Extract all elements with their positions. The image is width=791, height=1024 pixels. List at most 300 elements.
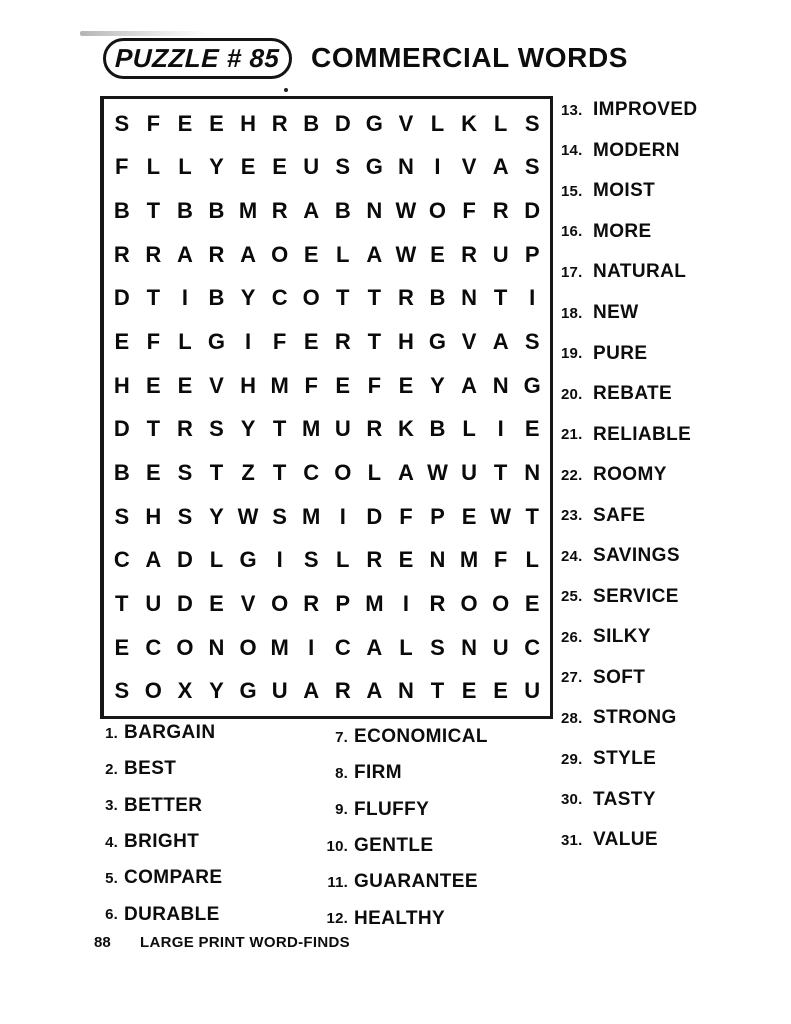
grid-letter-cell: G	[207, 329, 226, 355]
grid-letter-cell: Y	[240, 416, 256, 442]
grid-letter-cell: E	[524, 416, 540, 442]
grid-letter-cell: F	[272, 329, 287, 355]
word-list-item	[561, 212, 789, 253]
grid-letter-cell: V	[461, 329, 477, 355]
grid-letter-cell: F	[367, 372, 382, 398]
grid-letter-cell: V	[398, 110, 414, 136]
grid-letter-cell: A	[492, 329, 509, 355]
grid-letter-cell: S	[272, 503, 287, 529]
word-list-item-number: 4.	[105, 833, 118, 851]
grid-letter-cell: P	[524, 241, 540, 267]
word-list-item-number: 26.	[561, 628, 583, 646]
grid-letter-cell: M	[365, 590, 384, 616]
grid-letter-cell: S	[303, 547, 319, 573]
word-list-item	[561, 252, 789, 293]
word-list-item-word: TASTY	[593, 788, 656, 810]
grid-letter-cell: D	[113, 285, 130, 311]
grid-letter-cell: A	[397, 459, 414, 485]
grid-letter-cell: R	[334, 329, 351, 355]
grid-letter-cell: O	[460, 590, 478, 616]
grid-letter-cell: Y	[209, 503, 224, 529]
grid-letter-cell: T	[430, 678, 445, 704]
word-list-item	[561, 820, 789, 861]
word-list-item	[561, 131, 789, 172]
word-list-item-number: 28.	[561, 709, 583, 727]
grid-letter-cell: B	[429, 285, 446, 311]
word-list-item-word: NEW	[593, 302, 639, 323]
grid-letter-cell: U	[334, 416, 351, 442]
word-list-item-word: STYLE	[593, 748, 657, 770]
grid-letter-cell: O	[176, 634, 194, 660]
grid-letter-cell: E	[177, 372, 193, 398]
page-footer	[0, 934, 791, 956]
word-list-bottom-left	[101, 715, 331, 933]
word-list-item	[101, 896, 331, 932]
grid-letter-cell: M	[459, 547, 479, 573]
word-search-grid	[100, 96, 553, 719]
grid-letter-cell: N	[366, 198, 383, 224]
grid-letter-cell: F	[493, 547, 508, 573]
word-list-item	[322, 755, 552, 791]
word-list-item-word: GUARANTEE	[354, 871, 478, 893]
grid-letter-cell: I	[245, 329, 252, 355]
word-list-item	[322, 719, 552, 755]
grid-letter-cell: A	[366, 678, 383, 704]
grid-letter-cell: R	[145, 241, 162, 267]
grid-letter-cell: X	[177, 678, 193, 704]
grid-letter-cell: R	[366, 547, 383, 573]
grid-letter-cell: R	[461, 241, 477, 267]
grid-letter-cell: Y	[430, 372, 445, 398]
word-list-item-word: STRONG	[593, 707, 677, 729]
grid-letter-cell: L	[336, 241, 350, 267]
grid-letter-cell: L	[178, 329, 192, 355]
grid-letter-cell: R	[397, 285, 414, 311]
word-list-item	[561, 658, 789, 699]
grid-letter-cell: W	[427, 459, 448, 485]
word-list-item-number: 12.	[326, 910, 348, 928]
word-list-item	[561, 333, 789, 374]
word-list-item-word: RELIABLE	[593, 423, 692, 445]
grid-letter-cell: Y	[240, 285, 256, 311]
word-list-item-number: 11.	[327, 873, 348, 891]
grid-letter-cell: S	[177, 503, 193, 529]
grid-letter-cell: R	[492, 198, 509, 224]
puzzle-number-badge	[103, 38, 292, 79]
grid-letter-cell: E	[177, 110, 193, 136]
grid-letter-cell: S	[524, 329, 540, 355]
grid-letter-cell: B	[303, 110, 320, 136]
word-list-item-word: FLUFFY	[354, 798, 430, 820]
grid-letter-cell: V	[461, 154, 477, 180]
grid-letter-cell: G	[365, 110, 383, 136]
word-list-right	[561, 90, 789, 860]
grid-letter-cell: D	[524, 198, 541, 224]
grid-letter-cell: G	[239, 678, 257, 704]
word-list-item-number: 10.	[326, 837, 348, 855]
grid-letter-cell: F	[304, 372, 318, 398]
grid-letter-cell: O	[334, 459, 352, 485]
grid-letter-cell: N	[397, 154, 414, 180]
grid-letter-cell: N	[461, 285, 477, 311]
page-number: 88	[94, 934, 111, 951]
grid-letter-cell: B	[113, 198, 130, 224]
word-list-item-number: 25.	[561, 588, 583, 606]
grid-letter-cell: P	[430, 503, 445, 529]
grid-letter-cell: T	[493, 285, 508, 311]
word-list-item-number: 8.	[335, 764, 348, 782]
grid-letter-cell: N	[208, 634, 225, 660]
grid-letter-cell: I	[181, 285, 188, 311]
word-list-item-word: SAFE	[593, 504, 646, 526]
word-list-item-word: MORE	[593, 220, 652, 242]
grid-letter-cell: L	[525, 547, 539, 573]
grid-letter-cell: U	[271, 678, 288, 704]
word-list-item-word: SAVINGS	[593, 545, 680, 567]
grid-letter-cell: F	[399, 503, 413, 529]
grid-letter-cell: G	[365, 154, 383, 180]
grid-letter-cell: H	[397, 329, 414, 355]
grid-letter-cell: C	[303, 459, 320, 485]
grid-letter-cell: U	[145, 590, 162, 616]
grid-letter-cell: W	[237, 503, 259, 529]
word-list-item-number: 22.	[561, 466, 583, 484]
word-list-item	[561, 698, 789, 739]
word-list-item	[101, 824, 331, 860]
grid-letter-cell: H	[145, 503, 162, 529]
grid-letter-cell: R	[271, 198, 288, 224]
grid-letter-cell: G	[239, 547, 257, 573]
grid-letter-cell: O	[428, 198, 447, 224]
grid-letter-cell: E	[461, 503, 477, 529]
grid-letter-cell: E	[430, 241, 445, 267]
grid-letter-cell: A	[366, 241, 383, 267]
grid-letter-cell: T	[146, 198, 161, 224]
word-list-item	[561, 374, 789, 415]
word-list-item-word: GENTLE	[354, 835, 434, 857]
grid-letter-cell: B	[334, 198, 351, 224]
word-list-item-number: 24.	[561, 547, 583, 565]
ink-dot-artifact	[284, 88, 288, 92]
grid-letter-cell: A	[492, 154, 509, 180]
word-list-item	[322, 900, 552, 936]
grid-letter-cell: C	[524, 634, 541, 660]
grid-letter-cell: L	[399, 634, 413, 660]
grid-letter-cell: F	[146, 110, 161, 136]
scan-smudge-artifact	[80, 31, 208, 36]
grid-letter-cell: T	[336, 285, 350, 311]
grid-letter-cell: O	[239, 634, 257, 660]
grid-letter-cell: N	[492, 372, 509, 398]
grid-letter-cell: T	[146, 285, 161, 311]
grid-letter-cell: M	[302, 503, 321, 529]
grid-letter-cell: A	[461, 372, 477, 398]
grid-letter-cell: E	[303, 329, 319, 355]
word-list-item	[101, 860, 331, 896]
grid-letter-cell: I	[434, 154, 441, 180]
grid-letter-cell: T	[367, 329, 382, 355]
grid-letter-cell: W	[395, 241, 417, 267]
word-list-item-word: MOIST	[593, 180, 656, 202]
grid-letter-cell: S	[524, 154, 540, 180]
grid-letter-cell: C	[271, 285, 288, 311]
word-list-item	[322, 828, 552, 864]
grid-letter-cell: T	[115, 590, 129, 616]
grid-letter-cell: S	[114, 110, 130, 136]
grid-letter-cell: B	[176, 198, 193, 224]
grid-letter-cell: L	[336, 547, 350, 573]
grid-letter-cell: R	[208, 241, 225, 267]
grid-letter-cell: E	[524, 590, 540, 616]
grid-letter-cell: V	[240, 590, 256, 616]
grid-letter-cell: L	[209, 547, 224, 573]
word-list-item-word: FIRM	[354, 762, 403, 784]
word-list-item	[561, 779, 789, 820]
grid-letter-cell: A	[303, 198, 320, 224]
word-list-item-number: 3.	[105, 797, 118, 815]
word-list-item	[101, 751, 331, 787]
word-list-item-number: 14.	[561, 142, 583, 160]
grid-letter-cell: I	[308, 634, 315, 660]
grid-letter-cell: L	[178, 154, 192, 180]
grid-letter-cell: O	[302, 285, 320, 311]
grid-letter-cell: U	[461, 459, 477, 485]
grid-letter-cell: U	[492, 634, 509, 660]
grid-letter-cell: E	[146, 372, 161, 398]
word-list-item-word: BRIGHT	[124, 831, 200, 853]
word-list-item-word: ROOMY	[593, 464, 667, 486]
grid-letter-cell: U	[492, 241, 509, 267]
word-list-item	[561, 577, 789, 618]
grid-letter-cell: C	[334, 634, 351, 660]
grid-letter-cell: G	[428, 329, 447, 355]
word-list-item-number: 1.	[105, 724, 118, 742]
word-list-item-number: 7.	[335, 728, 348, 746]
grid-letter-cell: L	[146, 154, 161, 180]
grid-letter-cell: S	[114, 503, 130, 529]
word-list-item-number: 31.	[561, 831, 583, 849]
grid-letter-cell: C	[113, 547, 130, 573]
grid-letter-cell: L	[430, 110, 445, 136]
grid-letter-cell: A	[303, 678, 320, 704]
grid-letter-cell: K	[397, 416, 414, 442]
word-list-item-number: 27.	[561, 669, 583, 687]
word-list-item-number: 18.	[561, 304, 583, 322]
grid-letter-cell: A	[240, 241, 256, 267]
grid-letter-cell: H	[113, 372, 130, 398]
word-list-item	[561, 455, 789, 496]
grid-letter-cell: R	[176, 416, 193, 442]
grid-letter-cell: E	[398, 372, 414, 398]
word-list-item-number: 15.	[561, 182, 583, 200]
grid-letter-cell: D	[113, 416, 130, 442]
grid-letter-cell: H	[240, 372, 256, 398]
grid-letter-cell: N	[461, 634, 477, 660]
grid-letter-cell: B	[208, 198, 225, 224]
grid-letter-cell: A	[176, 241, 193, 267]
grid-letter-cell: O	[492, 590, 510, 616]
grid-letter-cell: R	[366, 416, 383, 442]
grid-letter-cell: D	[176, 547, 193, 573]
grid-letter-cell: N	[397, 678, 414, 704]
grid-letter-cell: Y	[209, 154, 224, 180]
grid-letter-cell: T	[209, 459, 224, 485]
grid-letter-cell: I	[497, 416, 504, 442]
grid-letter-cell: O	[271, 590, 289, 616]
grid-letter-cell: Y	[209, 678, 224, 704]
word-list-item-number: 13.	[561, 101, 583, 119]
grid-letter-cell: S	[114, 678, 130, 704]
grid-letter-cell: I	[402, 590, 409, 616]
grid-letter-cell: N	[429, 547, 446, 573]
word-list-item-number: 17.	[561, 263, 583, 281]
grid-letter-cell: P	[335, 590, 351, 616]
word-list-item-number: 9.	[335, 801, 348, 819]
grid-letter-cell: T	[272, 459, 287, 485]
word-list-item	[561, 536, 789, 577]
series-title: LARGE PRINT WORD-FINDS	[140, 934, 350, 951]
word-list-item-word: HEALTHY	[354, 907, 446, 929]
grid-letter-cell: B	[113, 459, 130, 485]
grid-letter-cell: A	[145, 547, 162, 573]
grid-letter-cell: E	[114, 634, 130, 660]
grid-letter-cell: I	[339, 503, 346, 529]
grid-letter-cell: T	[146, 416, 161, 442]
grid-letter-cell: M	[302, 416, 321, 442]
grid-letter-cell: T	[367, 285, 382, 311]
grid-letter-cell: R	[303, 590, 320, 616]
word-list-item-number: 16.	[561, 223, 583, 241]
word-list-item-number: 29.	[561, 750, 583, 768]
word-list-item	[561, 414, 789, 455]
grid-letter-cell: A	[366, 634, 383, 660]
puzzle-number-text: PUZZLE # 85	[114, 43, 281, 73]
word-list-item	[561, 90, 789, 131]
puzzle-title: COMMERCIAL WORDS	[311, 42, 629, 73]
word-list-item	[561, 739, 789, 780]
grid-letter-cell: D	[176, 590, 193, 616]
grid-letter-cell: I	[276, 547, 283, 573]
word-list-item-word: DURABLE	[124, 903, 220, 925]
grid-letter-cell: T	[272, 416, 287, 442]
grid-letter-cell: R	[271, 110, 288, 136]
grid-letter-cell: S	[524, 110, 540, 136]
word-list-item-word: ECONOMICAL	[354, 726, 488, 748]
grid-letter-cell: E	[335, 372, 351, 398]
grid-letter-cell: U	[303, 154, 320, 180]
word-list-item-word: PURE	[593, 342, 648, 364]
grid-letter-cell: F	[146, 329, 161, 355]
word-list-item	[561, 495, 789, 536]
word-list-item-word: REBATE	[593, 383, 673, 405]
grid-letter-cell: E	[493, 678, 508, 704]
grid-letter-cell: W	[395, 198, 417, 224]
grid-letter-cell: R	[113, 241, 130, 267]
grid-letter-cell: T	[493, 459, 508, 485]
grid-letter-cell: M	[270, 634, 289, 660]
grid-letter-cell: U	[524, 678, 541, 704]
word-list-bottom-middle	[322, 719, 552, 937]
grid-letter-cell: K	[461, 110, 477, 136]
word-list-item-number: 21.	[561, 426, 583, 444]
word-list-item-word: BETTER	[124, 794, 203, 816]
word-list-item	[322, 792, 552, 828]
grid-letter-cell: L	[493, 110, 508, 136]
grid-letter-cell: G	[523, 372, 541, 398]
grid-letter-cell: E	[209, 590, 224, 616]
grid-letter-cell: E	[209, 110, 224, 136]
grid-letter-cell: S	[430, 634, 445, 660]
word-list-item-word: SERVICE	[593, 585, 679, 607]
word-list-item-number: 20.	[561, 385, 583, 403]
grid-letter-cell: B	[208, 285, 225, 311]
grid-letter-cell: E	[398, 547, 414, 573]
word-list-item-word: BARGAIN	[124, 722, 216, 744]
grid-letter-cell: H	[240, 110, 256, 136]
grid-letter-cell: L	[462, 416, 476, 442]
word-list-item-word: SILKY	[593, 626, 651, 648]
grid-letter-cell: O	[271, 241, 289, 267]
grid-letter-cell: E	[240, 154, 256, 180]
grid-letter-cell: W	[490, 503, 512, 529]
word-list-item	[101, 715, 331, 751]
word-list-item-number: 19.	[561, 345, 583, 363]
grid-letter-cell: L	[367, 459, 382, 485]
grid-letter-cell: I	[529, 285, 536, 311]
grid-letter-cell: E	[114, 329, 130, 355]
grid-letter-cell: N	[524, 459, 541, 485]
grid-letter-cell: E	[272, 154, 287, 180]
word-list-item-word: COMPARE	[124, 867, 223, 889]
word-list-item-number: 30.	[561, 791, 583, 809]
word-list-item-word: VALUE	[593, 829, 658, 851]
grid-letter-cell: S	[335, 154, 351, 180]
grid-letter-cell: E	[461, 678, 477, 704]
grid-letter-cell: C	[145, 634, 162, 660]
grid-letter-cell: F	[462, 198, 476, 224]
word-list-item-word: IMPROVED	[593, 99, 698, 121]
grid-letter-cell: F	[115, 154, 129, 180]
word-list-item-number: 2.	[105, 760, 118, 778]
word-list-item	[561, 293, 789, 334]
grid-letter-cell: E	[303, 241, 319, 267]
word-list-item-number: 6.	[105, 906, 118, 924]
word-list-item-word: NATURAL	[593, 261, 687, 283]
word-list-item	[101, 788, 331, 824]
word-list-item	[561, 171, 789, 212]
grid-letter-cell: R	[334, 678, 351, 704]
grid-letter-cell: O	[144, 678, 162, 704]
word-search-grid-cells	[104, 99, 550, 716]
grid-letter-cell: S	[209, 416, 224, 442]
grid-letter-cell: M	[270, 372, 289, 398]
word-list-item	[322, 864, 552, 900]
word-list-item	[561, 617, 789, 658]
grid-letter-cell: T	[525, 503, 539, 529]
grid-letter-cell: M	[238, 198, 258, 224]
grid-letter-cell: Z	[241, 459, 255, 485]
grid-letter-cell: S	[177, 459, 193, 485]
word-list-item-word: MODERN	[593, 139, 680, 161]
word-list-item-number: 5.	[105, 869, 118, 887]
word-list-item-word: SOFT	[593, 666, 646, 688]
word-list-item-word: BEST	[124, 758, 177, 780]
grid-letter-cell: B	[429, 416, 446, 442]
grid-letter-cell: D	[334, 110, 351, 136]
grid-letter-cell: D	[366, 503, 383, 529]
grid-letter-cell: E	[146, 459, 161, 485]
grid-letter-cell: R	[429, 590, 446, 616]
